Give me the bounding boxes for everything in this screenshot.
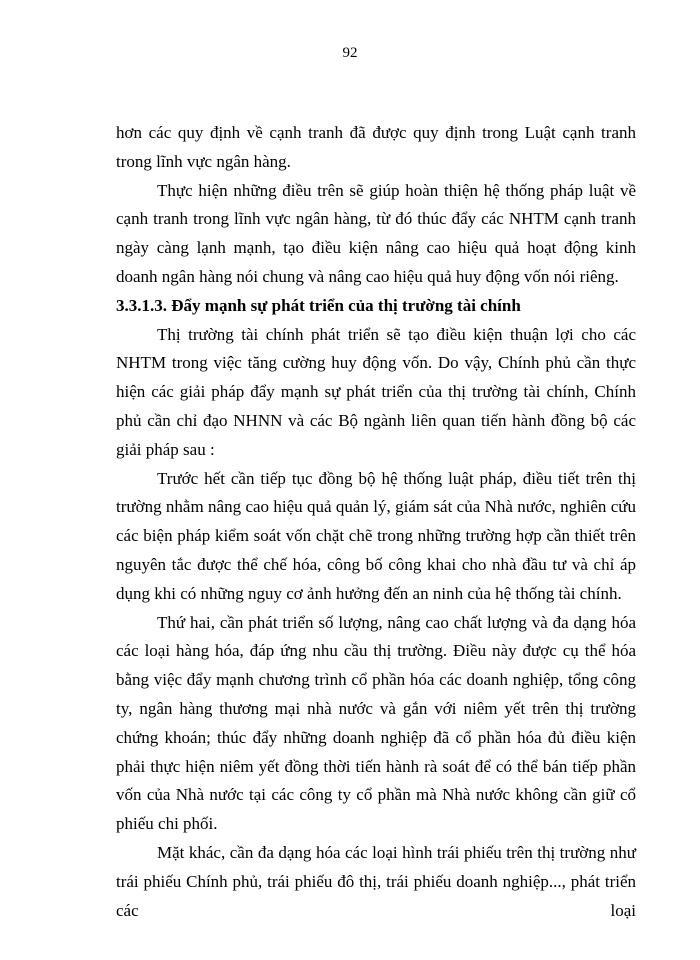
paragraph-legal-system: Trước hết cần tiếp tục đồng bộ hệ thống luật pháp, điều tiết trên thị trường nhằm nâng cao hiệu quả quản lý, giám sát của Nhà nước, nghiên cứu các biện pháp kiểm soát vốn chặt chẽ trong những trường hợp cần thiết trên nguyên tắc được thể chế hóa, công bố công khai cho nhà đầu tư và chỉ áp dụng khi có những nguy cơ ảnh hưởng đến an ninh của hệ thống tài chính.: [116, 468, 636, 603]
paragraph-continuation: hơn các quy định về cạnh tranh đã được quy định trong Luật cạnh tranh trong lĩnh vực ngân hàng.: [116, 123, 636, 171]
paragraph-bonds: Mặt khác, cần đa dạng hóa các loại hình trái phiếu trên thị trường như trái phiếu Chính phủ, trái phiếu đô thị, trái phiếu doanh nghiệp..., phát triển các loại: [116, 842, 636, 920]
page-number: 92: [342, 45, 358, 61]
page-body: [116, 119, 636, 925]
section-heading: 3.3.1.3. Đẩy mạnh sự phát triển của thị trường tài chính: [116, 295, 521, 315]
paragraph-goods-diversification: Thứ hai, cần phát triển số lượng, nâng cao chất lượng và đa dạng hóa các loại hàng hóa, đáp ứng nhu cầu thị trường. Điều này được cụ thể hóa bằng việc đẩy mạnh chương trình cổ phần hóa các doanh nghiệp, tổng công ty, ngân hàng thương mại nhà nước và gắn với niêm yết trên thị trường chứng khoán; thúc đẩy những doanh nghiệp đã cổ phần hóa đủ điều kiện phải thực hiện niêm yết đồng thời tiến hành rà soát để có thể bán tiếp phần vốn của Nhà nước tại các công ty cổ phần mà Nhà nước không cần giữ cổ phiếu chi phối.: [116, 612, 636, 834]
paragraph-competition-law: Thực hiện những điều trên sẽ giúp hoàn thiện hệ thống pháp luật về cạnh tranh trong lĩnh vực ngân hàng, từ đó thúc đẩy các NHTM cạnh tranh ngày càng lạnh mạnh, tạo điều kiện nâng cao hiệu quả hoạt động kinh doanh ngân hàng nói chung và nâng cao hiệu quả huy động vốn nói riêng.: [116, 180, 636, 286]
paragraph-financial-market: Thị trường tài chính phát triển sẽ tạo điều kiện thuận lợi cho các NHTM trong việc tăng cường huy động vốn. Do vậy, Chính phủ cần thực hiện các giải pháp đẩy mạnh sự phát triển của thị trường tài chính, Chính phủ cần chỉ đạo NHNN và các Bộ ngành liên quan tiến hành đồng bộ các giải pháp sau :: [116, 324, 636, 459]
